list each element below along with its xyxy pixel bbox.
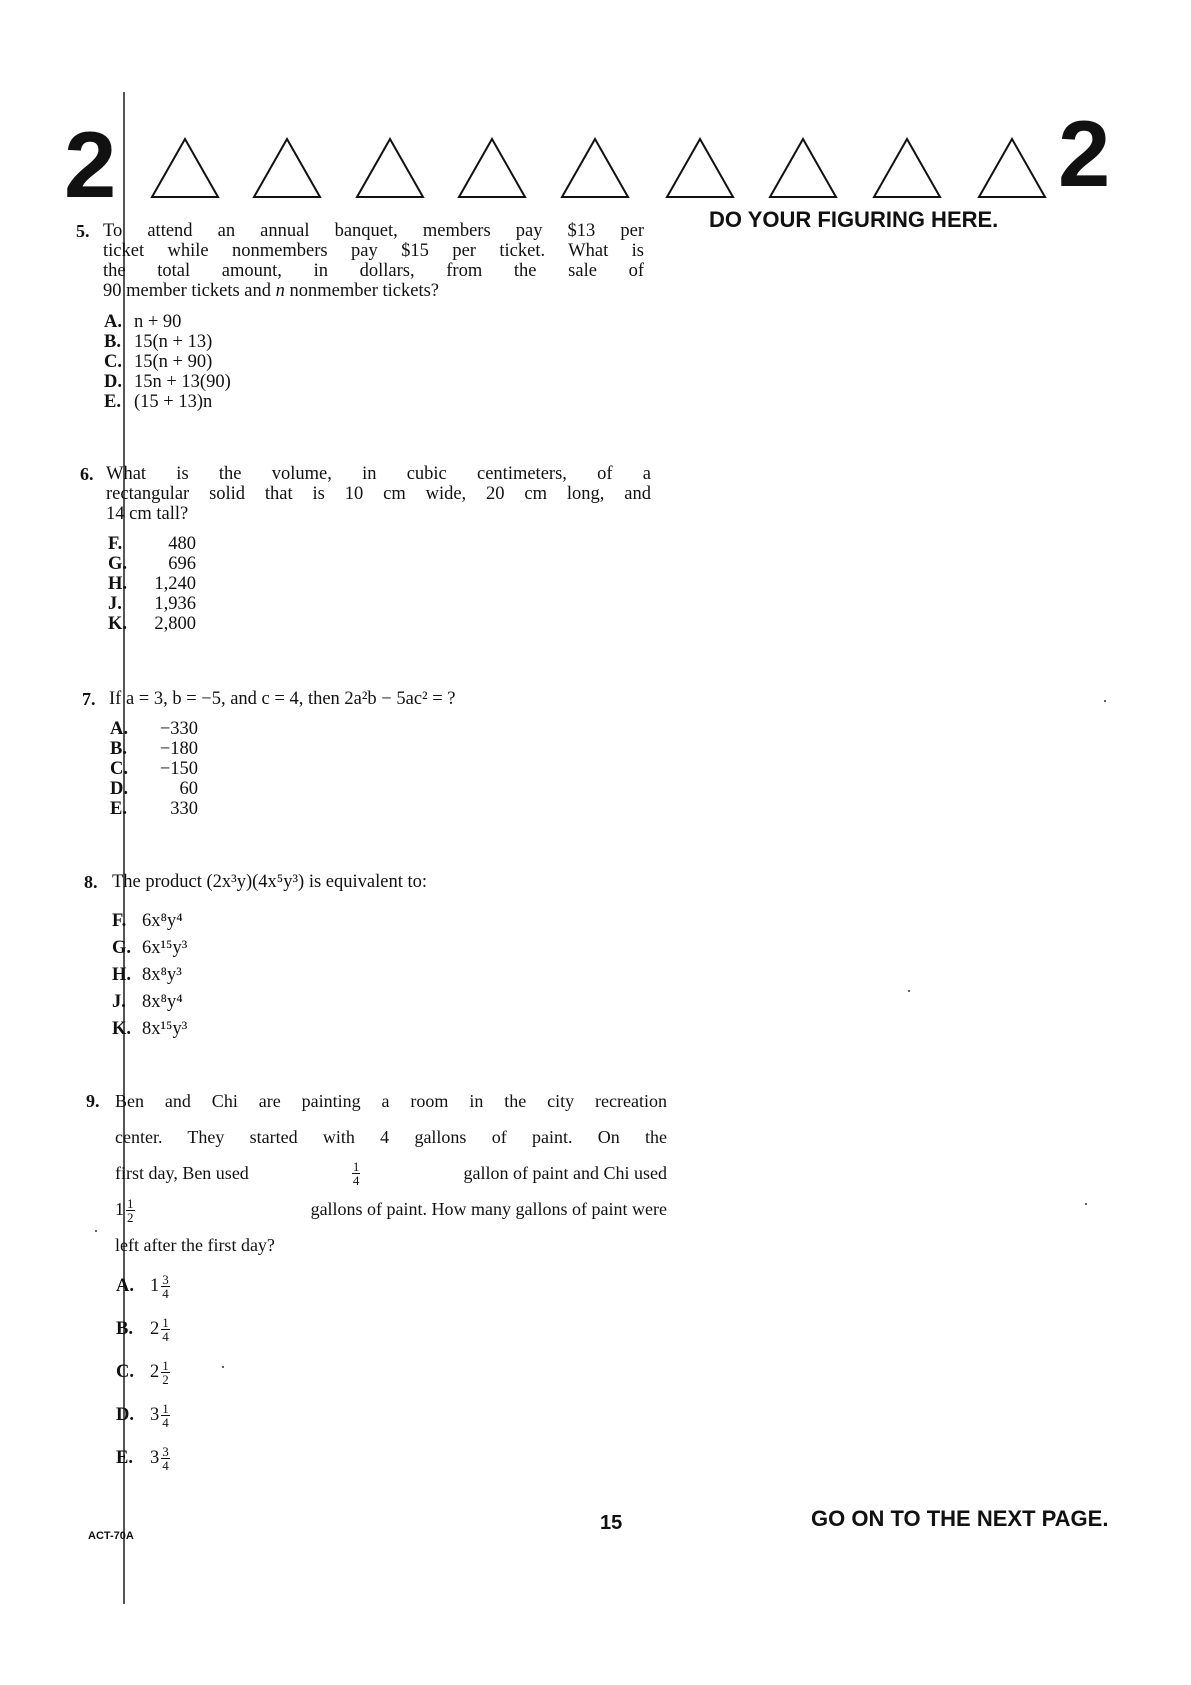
triangle-icon <box>252 137 322 199</box>
triangle-icon <box>457 137 527 199</box>
answer-option[interactable]: B. −180 <box>110 739 198 759</box>
question-number: 9. <box>86 1091 100 1111</box>
answer-option[interactable]: H. 8x⁸y³ <box>112 965 182 985</box>
answer-options <box>116 1265 172 1480</box>
answer-option[interactable]: D. 15n + 13(90) <box>104 372 231 392</box>
form-code: ACT-70A <box>88 1530 134 1542</box>
question-number: 5. <box>76 221 90 241</box>
answer-option[interactable]: K. 8x¹⁵y³ <box>112 1019 188 1039</box>
answer-option[interactable]: G. 696 <box>108 554 196 574</box>
answer-option[interactable]: A. 1 $\frac{3}{4}$ <box>116 1272 169 1302</box>
answer-option[interactable]: J. 8x⁸y⁴ <box>112 992 183 1012</box>
answer-option[interactable]: H. 1,240 <box>108 574 196 594</box>
scan-speck <box>222 1366 224 1368</box>
fraction: $\frac{1}{4}$ <box>352 1158 360 1188</box>
next-page-label: GO ON TO THE NEXT PAGE. <box>811 1506 1109 1531</box>
question-text-line: left after the first day? <box>115 1235 275 1255</box>
answer-option[interactable]: C. 2 $\frac{1}{2}$ <box>116 1358 169 1388</box>
triangle-icon <box>872 137 942 199</box>
answer-option[interactable]: F. 6x⁸y⁴ <box>112 911 183 931</box>
question-text-line: first day, Ben used $\frac{1}{4}$ gallon of paint and Chi used <box>115 1158 667 1188</box>
question-number: 6. <box>80 464 94 484</box>
answer-option[interactable]: C. −150 <box>110 759 198 779</box>
answer-option[interactable]: E. 3 $\frac{3}{4}$ <box>116 1444 169 1474</box>
scan-speck <box>95 1230 97 1232</box>
question-text-line: What is the volume, in cubic centimeters, of a <box>106 464 651 484</box>
question-text-line: rectangular solid that is 10 cm wide, 20 cm long, and <box>106 484 651 504</box>
answer-option[interactable]: E. (15 + 13)n <box>104 392 213 412</box>
scan-speck <box>1085 1203 1087 1205</box>
question-text-line: 1 $\frac{1}{2}$ gallons of paint. How many gallons of paint were <box>115 1196 667 1226</box>
question-text-line: 14 cm tall? <box>106 504 189 524</box>
triangle-icon <box>768 137 838 199</box>
triangle-icon <box>150 137 220 199</box>
answer-options <box>110 719 198 819</box>
answer-option[interactable]: C. 15(n + 90) <box>104 352 213 372</box>
question-text-line: Ben and Chi are painting a room in the city recreation <box>115 1091 667 1111</box>
answer-option[interactable]: E. 330 <box>110 799 198 819</box>
question-number: 8. <box>84 872 98 892</box>
answer-option[interactable]: F. 480 <box>108 534 196 554</box>
question-text-line: 90 member tickets and n nonmember tickets? <box>103 281 439 301</box>
question-text-line: To attend an annual banquet, members pay $13 per <box>103 221 644 241</box>
page-number: 15 <box>600 1512 623 1534</box>
question-text: The product (2x³y)(4x⁵y³) is equivalent to: <box>112 872 428 892</box>
triangle-icon <box>977 137 1047 199</box>
triangle-icon <box>355 137 425 199</box>
question-number: 7. <box>82 689 96 709</box>
answer-option[interactable]: G. 6x¹⁵y³ <box>112 938 188 958</box>
answer-option[interactable]: D. 60 <box>110 779 198 799</box>
scan-speck <box>1104 700 1106 702</box>
answer-option[interactable]: K. 2,800 <box>108 614 196 634</box>
answer-option[interactable]: B. 2 $\frac{1}{4}$ <box>116 1315 169 1345</box>
scan-speck <box>908 990 910 992</box>
question-text-line: center. They started with 4 gallons of paint. On the <box>115 1127 667 1147</box>
question-text-line: ticket while nonmembers pay $15 per ticket. What is <box>103 241 644 261</box>
answer-option[interactable]: B. 15(n + 13) <box>104 332 213 352</box>
answer-option[interactable]: D. 3 $\frac{1}{4}$ <box>116 1401 169 1431</box>
question-text-line: the total amount, in dollars, from the sale of <box>103 261 644 281</box>
triangle-icon <box>560 137 630 199</box>
section-number-left: 2 <box>64 112 117 217</box>
question-text: If a = 3, b = −5, and c = 4, then 2a²b − 5ac² = ? <box>109 689 456 709</box>
answer-option[interactable]: A. −330 <box>110 719 198 739</box>
answer-options <box>104 312 231 412</box>
fraction: $\frac{1}{2}$ <box>127 1196 134 1226</box>
figuring-label: DO YOUR FIGURING HERE. <box>709 207 999 232</box>
section-number-right: 2 <box>1058 101 1111 206</box>
answer-option[interactable]: J. 1,936 <box>108 594 196 614</box>
answer-options <box>112 908 187 1043</box>
answer-option[interactable]: A. n + 90 <box>104 312 182 332</box>
triangle-icon <box>665 137 735 199</box>
answer-options <box>108 534 196 634</box>
